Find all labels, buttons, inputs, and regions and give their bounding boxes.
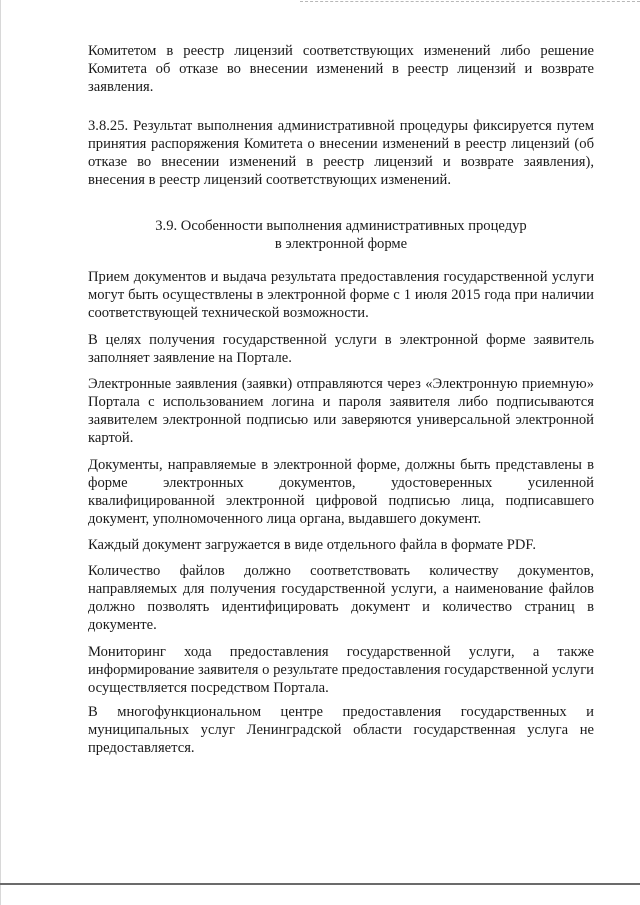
paragraph-3-8-25: 3.8.25. Результат выполнения административной процедуры фиксируется путем принятия распоряжения Комитета о внесении изменений в реестр лицензий (об отказе во внесении изменений в реестр лицензий и возврате заявления), внесения в реестр лицензий соответствующих изменений. [88, 118, 594, 188]
paragraph-pdf-format: Каждый документ загружается в виде отдельного файла в формате PDF. [88, 537, 537, 553]
paragraph-continuation: Комитетом в реестр лицензий соответствующих изменений либо решение Комитета об отказе во внесении изменений в реестр лицензий и возврате заявления. [88, 43, 594, 95]
paragraph-portal-application: В целях получения государственной услуги в электронной форме заявитель заполняет заявление на Портале. [88, 332, 594, 366]
paragraph-mfc: В многофункциональном центре предоставления государственных и муниципальных услуг Ленинградской области государственная услуга не предоставляется. [88, 704, 594, 756]
scan-artifact-top [300, 1, 640, 2]
scan-artifact-left-edge [0, 0, 1, 905]
section-heading-line-2: в электронной форме [274, 236, 408, 252]
paragraph-monitoring: Мониторинг хода предоставления государственной услуги, а также информирование заявителя о результате предоставления государственной услуги осуществляется посредством Портала. [88, 644, 594, 696]
section-heading-line-1: 3.9. Особенности выполнения административных процедур [155, 218, 527, 234]
paragraph-electronic-applications: Электронные заявления (заявки) отправляются через «Электронную приемную» Портала с использованием логина и пароля заявителя либо подписываются заявителем электронной подписью или заверяются универсальной электронной картой. [88, 376, 594, 446]
paragraph-electronic-documents: Документы, направляемые в электронной форме, должны быть представлены в форме электронных документов, удостоверенных усиленной квалифицированной электронной цифровой подписью лица, подписавшего документ, уполномоченного лица органа, выдавшего документ. [88, 457, 594, 527]
scan-artifact-bottom [0, 883, 640, 885]
paragraph-electronic-form-intro: Прием документов и выдача результата предоставления государственной услуги могут быть осуществлены в электронной форме с 1 июля 2015 года при наличии соответствующей технической возможности. [88, 269, 594, 321]
section-heading [88, 217, 594, 253]
paragraph-file-count: Количество файлов должно соответствовать количеству документов, направляемых для получения государственной услуги, а наименование файлов должно позволять идентифицировать документ и количество страниц в документе. [88, 563, 594, 633]
